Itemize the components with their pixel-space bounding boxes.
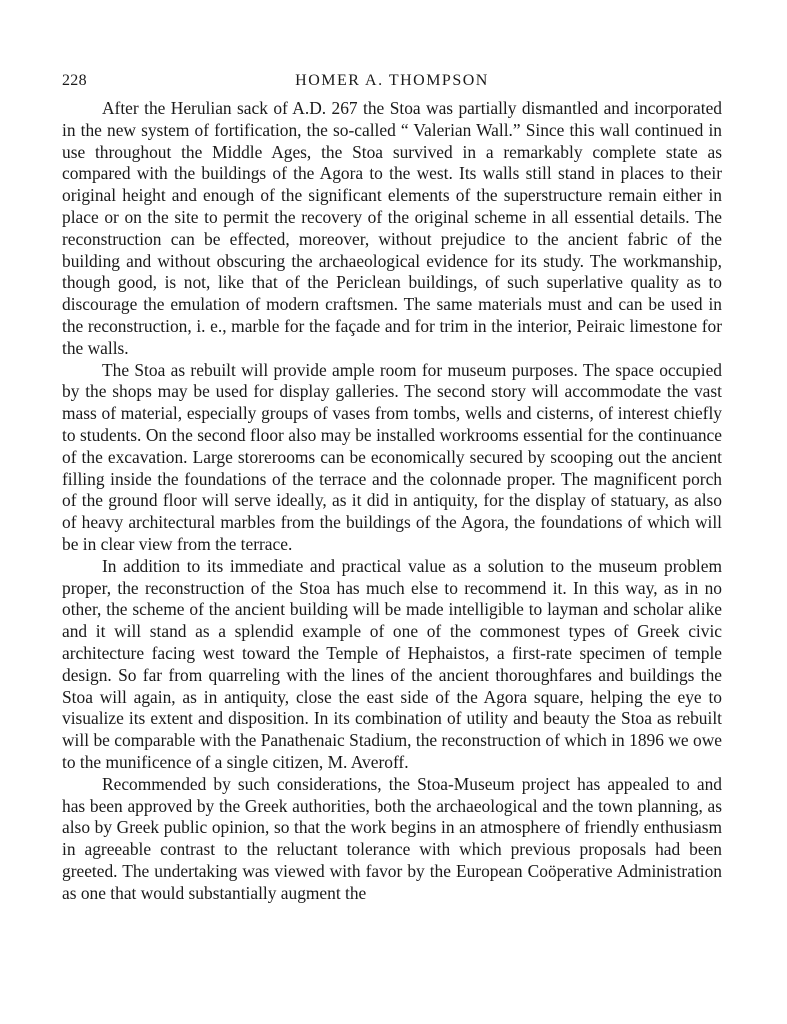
paragraph: In addition to its immediate and practical value as a solution to the museum problem proper, the reconstruction of the Stoa has much else to recommend it. In this way, as in no other, the scheme of the ancient building will be made intelligible to layman and scholar alike and it will stand as a splendid example of one of the commonest types of Greek civic architecture facing west toward the Temple of Hephaistos, a first-rate specimen of temple design. So far from quarreling with the lines of the ancient thoroughfares and buildings the Stoa will again, as in antiquity, close the east side of the Agora square, helping the eye to visualize its extent and disposition. In its combination of utility and beauty the Stoa as rebuilt will be comparable with the Panathenaic Stadium, the reconstruction of which in 1896 we owe to the munificence of a single citizen, M. Averoff. [62,555,722,772]
page-number: 228 [62,72,87,89]
text-body [62,98,722,904]
document-page [62,72,722,904]
paragraph: The Stoa as rebuilt will provide ample room for museum purposes. The space occupied by the shops may be used for display galleries. The second story will accommodate the vast mass of material, especially groups of vases from tombs, wells and cisterns, of interest chiefly to students. On the second floor also may be installed workrooms essential for the continuance of the excavation. Large storerooms can be economically secured by scooping out the ancient filling inside the foundations of the terrace and the colonnade proper. The magnificent porch of the ground floor will serve ideally, as it did in antiquity, for the display of statuary, as also of heavy architectural marbles from the buildings of the Agora, the foundations of which will be in clear view from the terrace. [62,359,722,554]
running-head [62,72,722,98]
paragraph: After the Herulian sack of A.D. 267 the Stoa was partially dismantled and incorporated in the new system of fortification, the so-called “ Valerian Wall.” Since this wall continued in use throughout the Middle Ages, the Stoa survived in a remarkably complete state as compared with the buildings of the Agora to the west. Its walls still stand in places to their original height and enough of the significant elements of the superstructure remain either in place or on the site to permit the recovery of the original scheme in all essential details. The reconstruction can be effected, moreover, without prejudice to the ancient fabric of the building and without obscuring the archaeological evidence for its study. The workmanship, though good, is not, like that of the Periclean buildings, of such superlative quality as to discourage the emulation of modern craftsmen. The same materials must and can be used in the reconstruction, i. e., marble for the façade and for trim in the interior, Peiraic limestone for the walls. [62,98,722,358]
running-head-author: HOMER A. THOMPSON [295,72,489,89]
paragraph: Recommended by such considerations, the Stoa-Museum project has appealed to and has been approved by the Greek authorities, both the archaeological and the town planning, as also by Greek public opinion, so that the work begins in an atmosphere of friendly enthusiasm in agreeable contrast to the reluctant tolerance with which previous proposals had been greeted. The undertaking was viewed with favor by the European Coöperative Administration as one that would substantially augment the [62,773,722,903]
